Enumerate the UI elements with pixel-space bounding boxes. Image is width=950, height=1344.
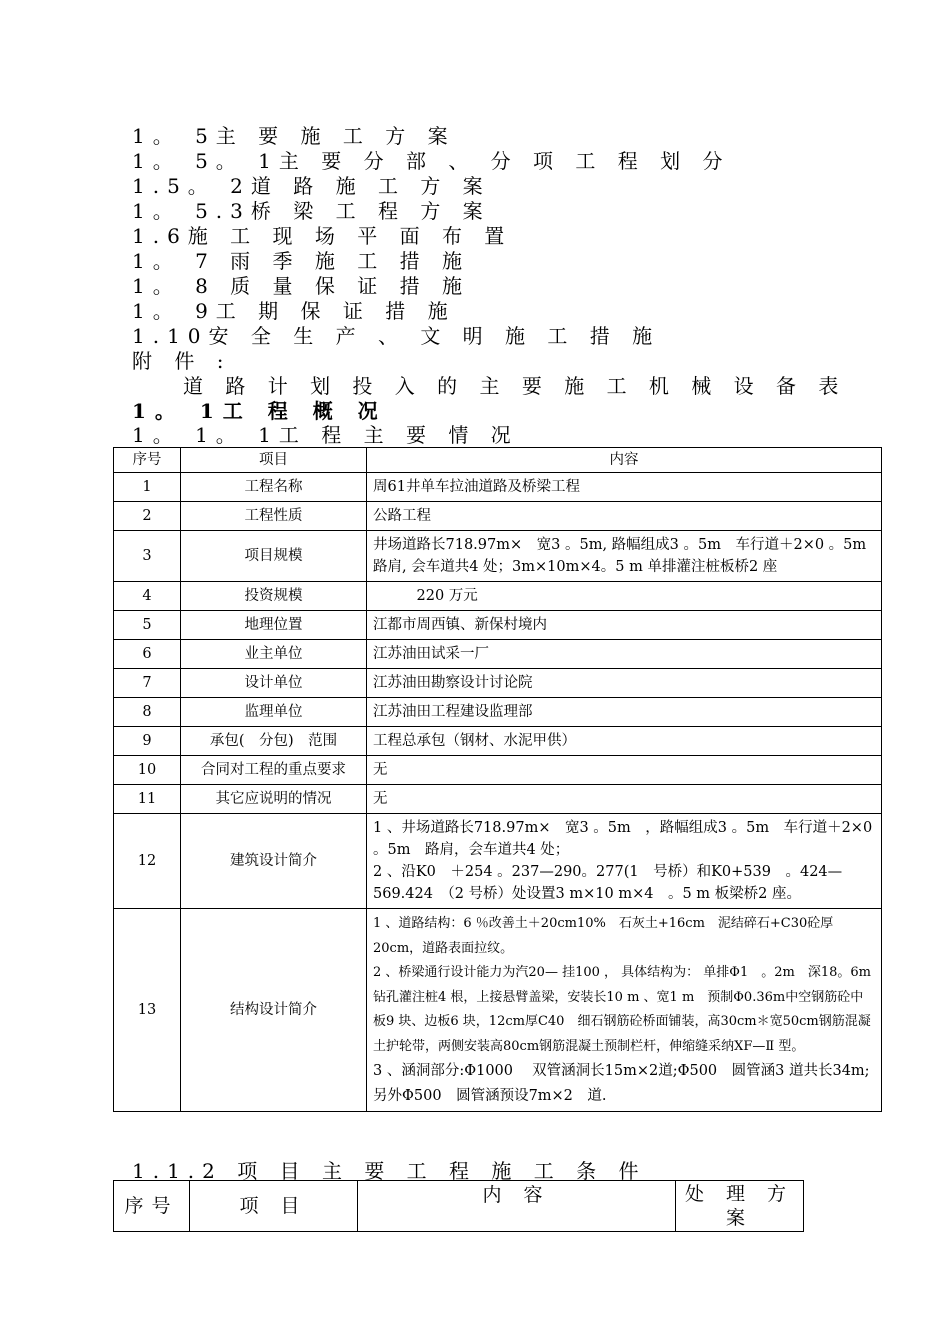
row-no: 10 (114, 756, 181, 785)
cond-header-solution: 处 理 方 案 (676, 1181, 804, 1232)
row-content: 江苏油田勘察设计讨论院 (367, 669, 882, 698)
row-no: 12 (114, 814, 181, 909)
toc-line: 1。 5。 1主 要 分 部 、 分 项 工 程 划 分 (132, 149, 731, 173)
row-no: 6 (114, 640, 181, 669)
content-paragraph: 3 、涵洞部分:Φ1000 双管涵洞长15m×2道;Φ500 圆管涵3 道共长34m; 另外Φ500 圆管涵预设7m×2 道. (373, 1063, 885, 1104)
row-item: 地理位置 (181, 611, 367, 640)
header-no: 序号 (114, 448, 181, 473)
toc-line: 1。 7 雨 季 施 工 措 施 (132, 249, 470, 273)
row-no: 3 (114, 531, 181, 582)
row-item: 设计单位 (181, 669, 367, 698)
table-row (114, 669, 882, 698)
row-content: 工程总承包（钢材、水泥甲供） (367, 727, 882, 756)
row-no: 7 (114, 669, 181, 698)
table-row (114, 756, 882, 785)
toc-line: 附 件 : (132, 349, 232, 373)
row-no: 1 (114, 473, 181, 502)
row-item: 合同对工程的重点要求 (181, 756, 367, 785)
content-paragraph: 2 、桥梁通行设计能力为汽20— 挂100 ， 具体结构为： 单排Φ1 。2m 深18。6m 钻孔灌注桩4 根，上接悬臂盖梁，安装长10 m 、宽1 m 预制Φ0.36m中空钢筋砼中板9 块、边板6 块，12cm厚C40 细石钢筋砼桥面铺装，高30cm＊宽50cm钢筋混凝土护轮带，两侧安装高80cm钢筋混凝土预制栏杆，伸缩缝采纳XF—Ⅱ 型。 (373, 965, 884, 1054)
row-item: 工程名称 (181, 473, 367, 502)
row-content: 江苏油田工程建设监理部 (367, 698, 882, 727)
subsection-title: 1。 1。 1工 程 主 要 情 况 (132, 423, 519, 447)
toc-line: 1。 8 质 量 保 证 措 施 (132, 274, 470, 298)
table-row (114, 698, 882, 727)
row-no: 11 (114, 785, 181, 814)
toc-line: 1.5。 2道 路 施 工 方 案 (132, 174, 491, 198)
table-row (114, 814, 882, 909)
table-row (114, 582, 882, 611)
construction-conditions-table (113, 1180, 804, 1232)
row-no: 9 (114, 727, 181, 756)
table-row (114, 531, 882, 582)
row-content: 江都市周西镇、新保村境内 (367, 611, 882, 640)
row-no: 13 (114, 909, 181, 1112)
row-content: 周61井单车拉油道路及桥梁工程 (367, 473, 882, 502)
toc-line: 1.6施 工 现 场 平 面 布 置 (132, 224, 513, 248)
content-paragraph: 2 、沿K0 ＋254 。237—290。277(1 号桥）和K0+539 。424—569.424 （2 号桥）处设置3 m×10 m×4 。5 m 板梁桥2 座。 (373, 864, 843, 902)
row-content: 江苏油田试采一厂 (367, 640, 882, 669)
table-row (114, 502, 882, 531)
row-item: 承包( 分包) 范围 (181, 727, 367, 756)
row-no: 5 (114, 611, 181, 640)
row-item: 建筑设计简介 (181, 814, 367, 909)
content-paragraph: 1 、道路结构：6 ％改善土＋20cm10% 石灰土+16cm 泥结碎石+C30砼厚20cm，道路表面拉纹。 (373, 916, 834, 956)
row-content: 公路工程 (367, 502, 882, 531)
table-row (114, 611, 882, 640)
row-item: 项目规模 (181, 531, 367, 582)
row-content (367, 814, 882, 909)
attachment-item: 道 路 计 划 投 入 的 主 要 施 工 机 械 设 备 表 (183, 374, 847, 398)
cond-header-content: 内 容 (358, 1181, 676, 1232)
row-content: 无 (367, 785, 882, 814)
toc-line: 1。 5主 要 施 工 方 案 (132, 124, 456, 148)
toc-line: 1.10安 全 生 产 、 文 明 施 工 措 施 (132, 324, 661, 348)
toc-line: 1。 9工 期 保 证 措 施 (132, 299, 456, 323)
header-content: 内容 (367, 448, 882, 473)
table-row (114, 785, 882, 814)
row-content: 无 (367, 756, 882, 785)
table-header-row (114, 448, 882, 473)
row-no: 4 (114, 582, 181, 611)
table-row (114, 909, 882, 1112)
row-content (367, 909, 885, 1112)
row-item: 监理单位 (181, 698, 367, 727)
cond-header-item: 项 目 (190, 1181, 358, 1232)
content-paragraph: 1 、井场道路长718.97m× 宽3 。5m ，路幅组成3 。5m 车行道＋2×0 。5m 路肩，会车道共4 处； (373, 820, 873, 858)
table-row (114, 473, 882, 502)
project-info-table (113, 447, 885, 1112)
subsection2-title: 1.1.2 项 目 主 要 工 程 施 工 条 件 (132, 1159, 647, 1183)
table-row (114, 727, 882, 756)
row-no: 2 (114, 502, 181, 531)
row-content: 220 万元 (367, 582, 882, 611)
section-title: 1。 1工 程 概 况 (132, 399, 387, 423)
cond-header-no: 序号 (114, 1181, 190, 1232)
header-item: 项目 (181, 448, 367, 473)
table-header-row (114, 1181, 804, 1232)
table-row (114, 640, 882, 669)
row-item: 业主单位 (181, 640, 367, 669)
row-item: 其它应说明的情况 (181, 785, 367, 814)
row-item: 投资规模 (181, 582, 367, 611)
row-item: 结构设计简介 (181, 909, 367, 1112)
row-no: 8 (114, 698, 181, 727)
row-item: 工程性质 (181, 502, 367, 531)
toc-line: 1。 5.3桥 梁 工 程 方 案 (132, 199, 491, 223)
row-content: 井场道路长718.97m× 宽3 。5m, 路幅组成3 。5m 车行道＋2×0 。5m 路肩, 会车道共4 处；3m×10m×4。5 m 单排灌注桩板桥2 座 (367, 531, 882, 582)
